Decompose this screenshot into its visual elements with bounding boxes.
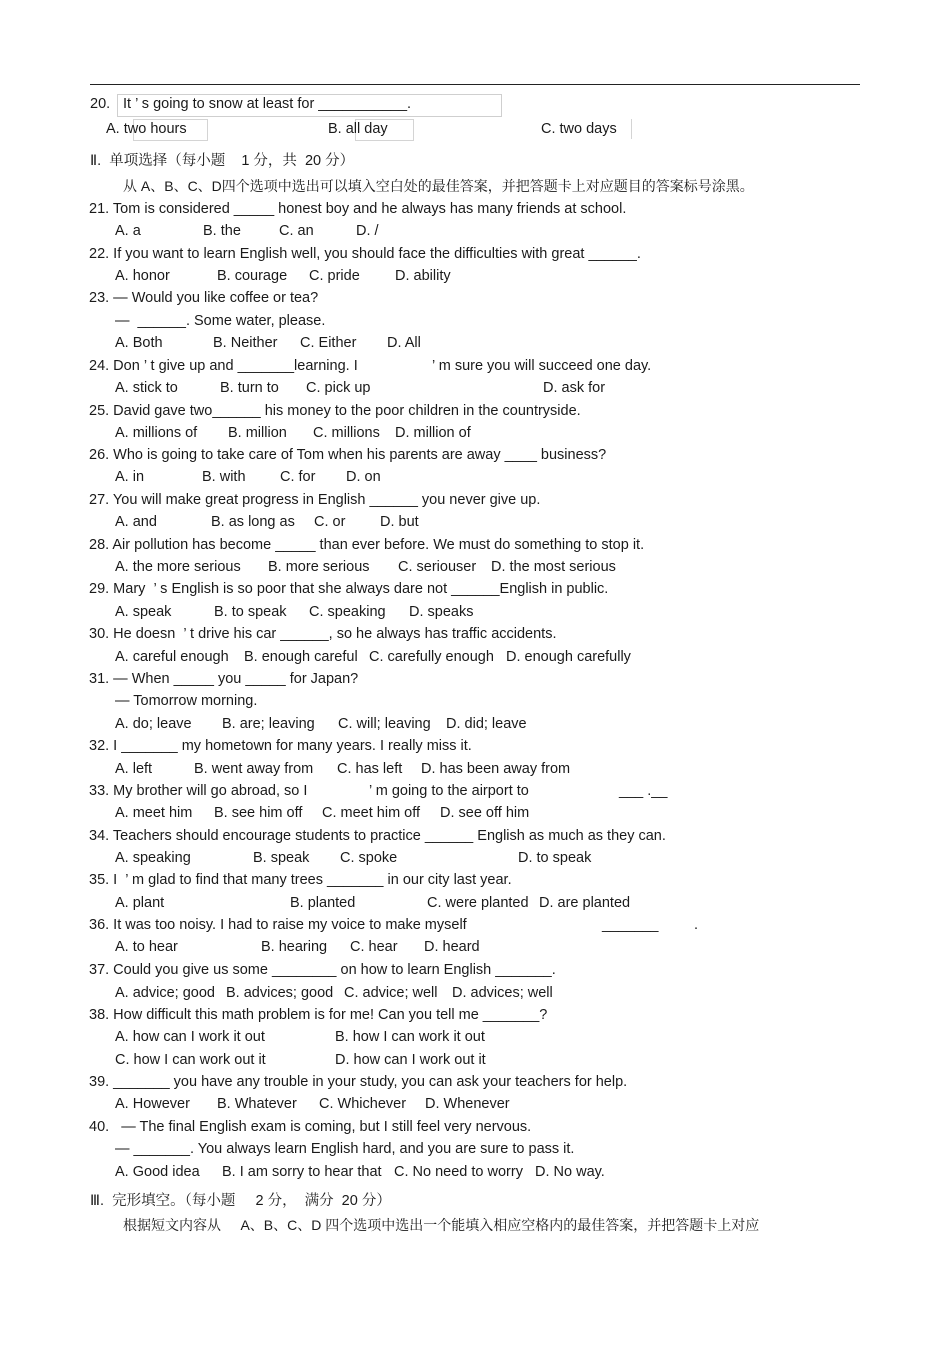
q30-option-c: C. carefully enough (369, 649, 494, 665)
q26-option-b: B. with (202, 469, 246, 485)
q22-option-b: B. courage (217, 268, 288, 284)
q24-option-a: A. stick to (115, 380, 178, 396)
q38-option-a: A. how can I work it out (115, 1029, 265, 1045)
q36-end: . (694, 917, 699, 933)
q23-option-d: D. All (387, 335, 421, 351)
q28-option-a: A. the more serious (115, 559, 241, 575)
section3-heading: Ⅲ. 完形填空。（每小题 2 分， 满分 20 分） (90, 1193, 391, 1209)
q21-option-d: D. / (356, 223, 379, 239)
q40-option-c: C. No need to worry (394, 1164, 523, 1180)
q21-option-c: C. an (279, 223, 314, 239)
q30-stem: 30. He doesn ’ t drive his car ______, so he always has traffic accidents. (89, 626, 557, 642)
q31-option-a: A. do; leave (115, 716, 192, 732)
q39-option-a: A. However (115, 1096, 190, 1112)
q36-blank: _______ (602, 917, 659, 933)
q35-option-b: B. planted (290, 895, 356, 911)
q28-option-b: B. more serious (268, 559, 370, 575)
q28-option-d: D. the most serious (491, 559, 616, 575)
q37-stem: 37. Could you give us some ________ on how to learn English _______. (89, 962, 556, 978)
q33-option-b: B. see him off (214, 805, 303, 821)
q31-option-b: B. are; leaving (222, 716, 315, 732)
q35-stem: 35. I ’ m glad to find that many trees _______ in our city last year. (89, 872, 512, 888)
q39-stem: 39. _______ you have any trouble in your study, you can ask your teachers for help. (89, 1074, 628, 1090)
q20-option-a: A. two hours (106, 121, 187, 137)
q38-option-b: B. how I can work it out (335, 1029, 485, 1045)
q30-option-d: D. enough carefully (506, 649, 631, 665)
q22-option-a: A. honor (115, 268, 170, 284)
q27-option-a: A. and (115, 514, 157, 530)
q33-stem-tail: ’ m going to the airport to (369, 783, 529, 799)
q29-option-b: B. to speak (214, 604, 287, 620)
q36-option-b: B. hearing (261, 939, 328, 955)
q38-option-c: C. how I can work out it (115, 1052, 266, 1068)
q37-option-d: D. advices; well (452, 985, 553, 1001)
q31-option-c: C. will; leaving (338, 716, 431, 732)
q25-option-c: C. millions (313, 425, 380, 441)
q40-stem: 40. — The final English exam is coming, but I still feel very nervous. (89, 1119, 532, 1135)
q37-option-a: A. advice; good (115, 985, 215, 1001)
section2-heading: Ⅱ. 单项选择（每小题 1 分，共 20 分） (90, 153, 355, 169)
q25-option-d: D. million of (395, 425, 471, 441)
q20-number: 20. (90, 96, 111, 112)
q21-option-a: A. a (115, 223, 141, 239)
q37-option-c: C. advice; well (344, 985, 438, 1001)
q35-option-c: C. were planted (427, 895, 529, 911)
q20-option-b: B. all day (328, 121, 388, 137)
q27-option-d: D. but (380, 514, 419, 530)
q23-option-a: A. Both (115, 335, 163, 351)
q34-option-d: D. to speak (518, 850, 592, 866)
q27-stem: 27. You will make great progress in English ______ you never give up. (89, 492, 541, 508)
q26-option-c: C. for (280, 469, 316, 485)
q33-option-d: D. see off him (440, 805, 530, 821)
q35-option-d: D. are planted (539, 895, 631, 911)
q32-stem: 32. I _______ my hometown for many years. I really miss it. (89, 738, 472, 754)
q36-option-a: A. to hear (115, 939, 178, 955)
q32-option-a: A. left (115, 761, 153, 777)
q34-option-b: B. speak (253, 850, 310, 866)
q29-option-c: C. speaking (309, 604, 386, 620)
q24-option-b: B. turn to (220, 380, 279, 396)
q28-stem: 28. Air pollution has become _____ than ever before. We must do something to stop it. (89, 537, 645, 553)
q33-option-c: C. meet him off (322, 805, 421, 821)
q29-option-a: A. speak (115, 604, 172, 620)
q30-option-a: A. careful enough (115, 649, 229, 665)
q26-stem: 26. Who is going to take care of Tom when his parents are away ____ business? (89, 447, 607, 463)
q32-option-b: B. went away from (194, 761, 314, 777)
q30-option-b: B. enough careful (244, 649, 358, 665)
q34-option-a: A. speaking (115, 850, 191, 866)
q20-option-c: C. two days (541, 121, 617, 137)
q34-stem: 34. Teachers should encourage students to practice ______ English as much as they can. (89, 828, 666, 844)
q36-option-d: D. heard (424, 939, 480, 955)
q24-option-d: D. ask for (543, 380, 606, 396)
q21-option-b: B. the (203, 223, 241, 239)
q39-option-b: B. Whatever (217, 1096, 297, 1112)
q23-option-c: C. Either (300, 335, 357, 351)
q40-option-d: D. No way. (535, 1164, 605, 1180)
q22-stem: 22. If you want to learn English well, you should face the difficulties with great ______. (89, 246, 641, 262)
q25-stem: 25. David gave two______ his money to the poor children in the countryside. (89, 403, 581, 419)
q28-option-c: C. seriouser (398, 559, 477, 575)
q26-option-a: A. in (115, 469, 145, 485)
q26-option-d: D. on (346, 469, 381, 485)
q29-stem: 29. Mary ’ s English is so poor that she always dare not ______English in public. (89, 581, 609, 597)
q34-option-c: C. spoke (340, 850, 398, 866)
q40-option-b: B. I am sorry to hear that (222, 1164, 382, 1180)
q20-option-c-box (631, 119, 632, 139)
q36-stem: 36. It was too noisy. I had to raise my voice to make myself (89, 917, 467, 933)
q27-option-c: C. or (314, 514, 346, 530)
q39-option-d: D. Whenever (425, 1096, 510, 1112)
q23-stem2: — ______. Some water, please. (115, 313, 326, 329)
q31-stem2: — Tomorrow morning. (115, 693, 258, 709)
q35-option-a: A. plant (115, 895, 165, 911)
q27-option-b: B. as long as (211, 514, 295, 530)
q23-option-b: B. Neither (213, 335, 278, 351)
q37-option-b: B. advices; good (226, 985, 334, 1001)
section3-instruction: 根据短文内容从 A、B、C、D 四个选项中选出一个能填入相应空格内的最佳答案，并把答题卡上对应 (123, 1217, 760, 1233)
q25-option-b: B. million (228, 425, 287, 441)
q25-option-a: A. millions of (115, 425, 198, 441)
q38-option-d: D. how can I work out it (335, 1052, 486, 1068)
q32-option-c: C. has left (337, 761, 403, 777)
q40-stem2: — _______. You always learn English hard, and you are sure to pass it. (115, 1141, 575, 1157)
q39-option-c: C. Whichever (319, 1096, 407, 1112)
q40-option-a: A. Good idea (115, 1164, 200, 1180)
q23-stem: 23. — Would you like coffee or tea? (89, 290, 319, 306)
q21-stem: 21. Tom is considered _____ honest boy and he always has many friends at school. (89, 201, 627, 217)
q22-option-d: D. ability (395, 268, 451, 284)
q32-option-d: D. has been away from (421, 761, 571, 777)
q24-stem-tail: ’ m sure you will succeed one day. (432, 358, 652, 374)
q38-stem: 38. How difficult this math problem is for me! Can you tell me _______? (89, 1007, 548, 1023)
q24-option-c: C. pick up (306, 380, 371, 396)
q24-stem: 24. Don ’ t give up and _______learning. I (89, 358, 358, 374)
header-rule (90, 84, 860, 85)
q29-option-d: D. speaks (409, 604, 474, 620)
q22-option-c: C. pride (309, 268, 360, 284)
q36-option-c: C. hear (350, 939, 398, 955)
section2-instruction: 从 A、B、C、D四个选项中选出可以填入空白处的最佳答案，并把答题卡上对应题目的答案标号涂黑。 (123, 178, 754, 194)
q31-option-d: D. did; leave (446, 716, 527, 732)
q33-blank: ___ .__ (619, 783, 668, 799)
q33-stem: 33. My brother will go abroad, so I (89, 783, 308, 799)
q33-option-a: A. meet him (115, 805, 193, 821)
q31-stem: 31. — When _____ you _____ for Japan? (89, 671, 359, 687)
q20-stem: It ’ s going to snow at least for ___________. (123, 96, 412, 112)
